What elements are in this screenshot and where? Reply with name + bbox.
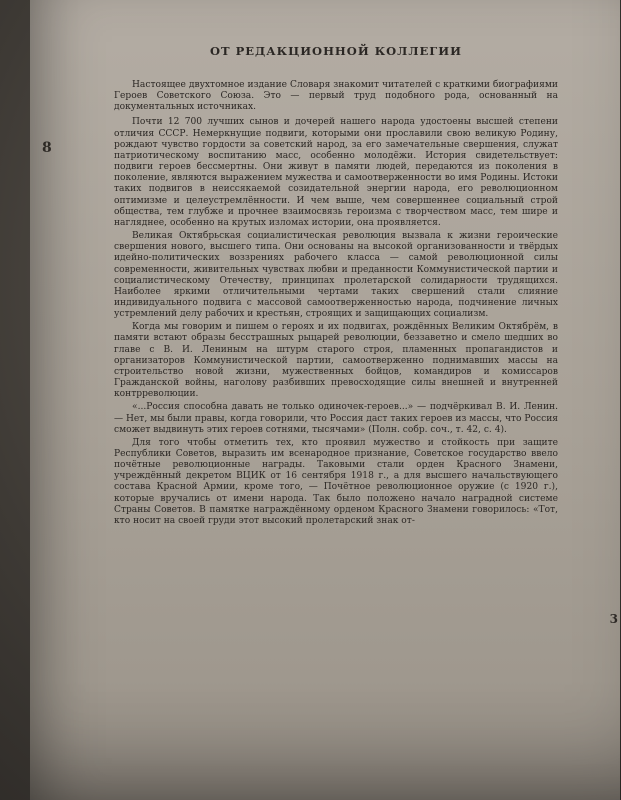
book-page (30, 0, 620, 800)
paragraph-awards: Для того чтобы отметить тех, кто проявил мужество и стойкость при защите Республики Советов, выразить им всенародное признание, Советское государство ввело почётные революционные награды. Таковыми стали орден Красного Знамени, учреждённый декретом ВЦИК от 16 сентября 1918 г., а для высшего начальствующего состава Красной Армии, кроме того, — Почётное революционное оружие (с 1920 г.), которые вручались от имени народа. Так было положено начало наградной системе Страны Советов. В памятке награждённому орденом Красного Знамени говорилось: «Тот, кто носит на своей груди этот высокий пролетарский знак от- (114, 437, 558, 526)
paragraph-intro: Настоящее двухтомное издание Словаря знакомит читателей с краткими биографиями Героев Советского Союза. Это — первый труд подобного рода, основанный на документальных источниках. (114, 80, 558, 113)
page-content (114, 44, 558, 529)
paragraph-memory: Когда мы говорим и пишем о героях и их подвигах, рождённых Великим Октябрём, в памяти встают образы бесстрашных рыцарей революции, беззаветно и смело шедших во главе с В. И. Лениным на штурм старого строя, пламенных пропагандистов и организаторов Коммунистической партии, самоотверженно поднимавших массы на строительство новой жизни, мужественных бойцов, командиров и комиссаров Гражданской войны, наголову разбивших превосходящие силы внешней и внутренней контрреволюции. (114, 322, 558, 400)
gutter-page-mark: 8 (42, 140, 52, 156)
edge-page-mark: 3 (609, 612, 618, 626)
paragraph-heroes: Почти 12 700 лучших сынов и дочерей нашего народа удостоены высшей степени отличия СССР. Немеркнущие подвиги, которыми они прославили свою великую Родину, рождают чувство гордости за советский народ, за его замечательные свершения, служат патриотическому воспитанию масс, особенно молодёжи. История свидетельствует: подвиги героев бессмертны. Они живут в памяти людей, передаются из поколения в поколение, являются выражением мужества и самоотверженности во имя Родины. Истоки таких подвигов в неиссякаемой созидательной энергии народа, его революционном оптимизме и целеустремлённости. И чем выше, чем совершеннее социальный строй общества, тем глубже и прочнее взаимосвязь героизма с творчеством масс, тем шире и нагляднее, особенно на крутых изломах истории, она проявляется. (114, 117, 558, 228)
page-heading: ОТ РЕДАКЦИОННОЙ КОЛЛЕГИИ (210, 44, 462, 58)
paragraph-lenin-quote: «...Россия способна давать не только одиночек-героев...» — подчёркивал В. И. Ленин. — Нет, мы были правы, когда говорили, что Россия даст таких героев из массы, что Россия сможет выдвинуть этих героев сотнями, тысячами» (Полн. собр. соч., т. 42, с. 4). (114, 402, 558, 435)
paragraph-october: Великая Октябрьская социалистическая революция вызвала к жизни героические свершения нового, высшего типа. Они основаны на высокой организованности и твёрдых идейно-политических воззрениях рабочего класса — самой революционной силы современности, живительных чувствах любви и преданности Коммунистической партии и социалистическому Отечеству, принципах пролетарской солидарности трудящихся. Наиболее яркими отличительными чертами таких свершений стали слияние индивидуального подвига с массовой самоотверженностью народа, подчинение личных устремлений делу рабочих и крестьян, строящих и защищающих социализм. (114, 231, 558, 320)
